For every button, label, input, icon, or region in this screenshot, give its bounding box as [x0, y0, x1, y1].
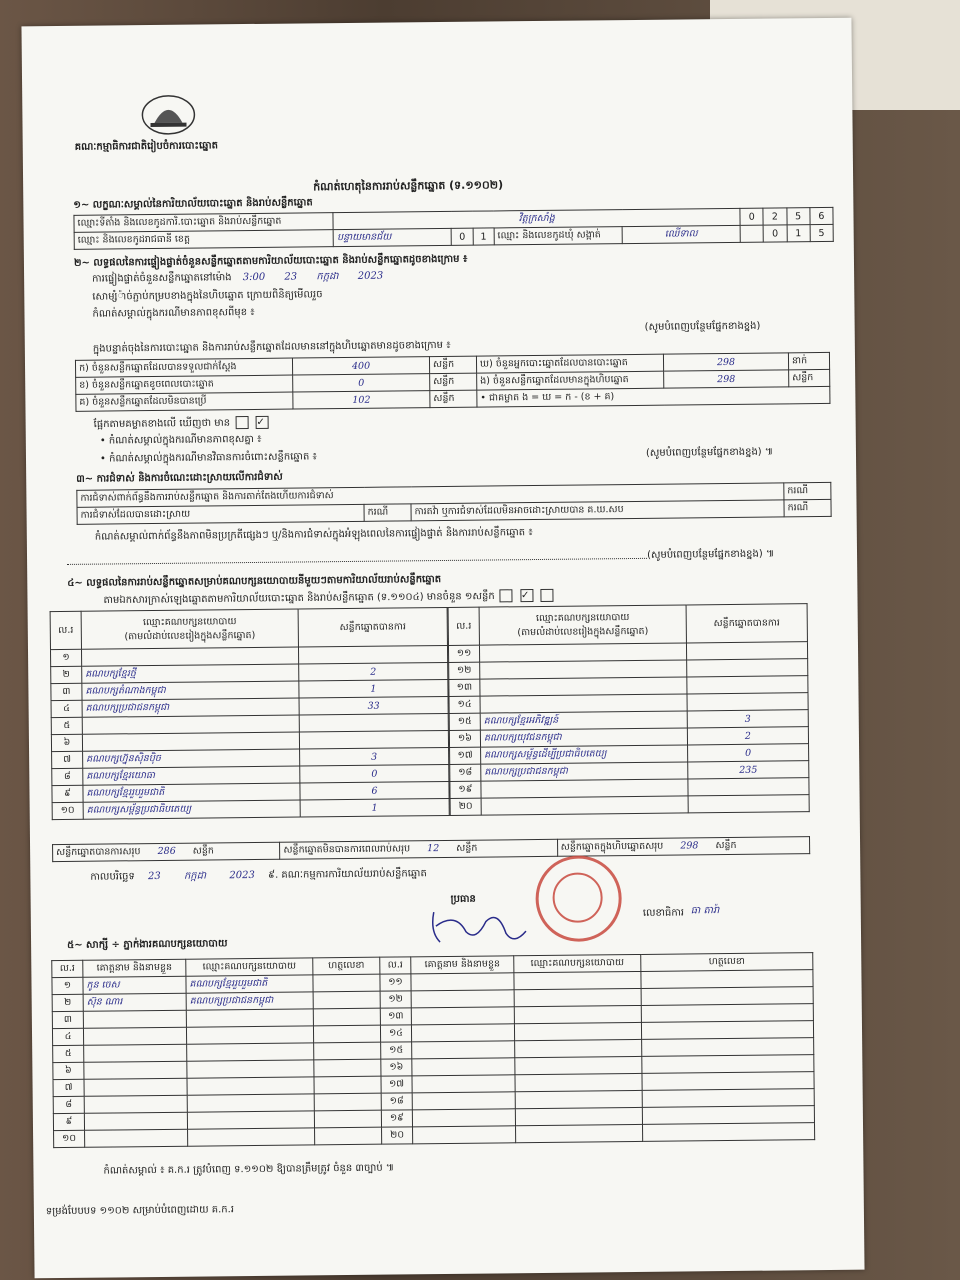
- row-number: ៤: [51, 700, 82, 717]
- witness-name: [412, 1041, 515, 1059]
- section2-title: ២~ លទ្ធផលនៃការផ្ទៀងផ្ទាត់ចំនួនសន្លឹកឆ្នោតតាមការិយាល័យបោះឆ្នោត និងរាប់សន្លឹកឆ្នោតដូចខាងក្រោម ៖: [73, 253, 468, 269]
- witness-signature: [313, 991, 380, 1009]
- election-form-sheet: [21, 18, 864, 1279]
- code-digit: 5: [786, 208, 809, 225]
- witness-signature: [313, 974, 380, 992]
- code-digit: 0: [452, 228, 473, 245]
- vote-count: 3: [687, 710, 808, 728]
- emblem-icon: [140, 93, 196, 138]
- section3-title: ៣~ ការជំទាស់ និងការចំណេះដោះស្រាយលើការជំទាស់: [76, 471, 283, 485]
- row-number: ៣: [51, 683, 82, 700]
- president-signature: [426, 901, 537, 952]
- vote-count: 3: [300, 747, 449, 766]
- dotted-line: [67, 558, 647, 565]
- checkbox-checked[interactable]: ✓: [520, 589, 533, 602]
- total-unit: សន្លឹក: [715, 839, 737, 852]
- witness-party: [514, 988, 641, 1006]
- count-unit: សន្លឹក: [430, 390, 477, 407]
- verify-day: 23: [284, 271, 298, 283]
- vote-count: 2: [687, 727, 808, 745]
- checkbox[interactable]: [235, 416, 248, 429]
- row-number: ១: [50, 649, 81, 666]
- party-name: [480, 660, 687, 679]
- witness-name: [83, 1027, 186, 1045]
- row-number: ១១: [380, 974, 411, 991]
- party-name: គណបក្សខ្មែររួបរួមជាតិ: [83, 783, 300, 802]
- witness-name: កូន ចេស: [83, 976, 186, 994]
- row-number: ៥: [51, 717, 82, 734]
- count-label: ក) ចំនួនសន្លឹកឆ្នោតដែលបានទទួលជាក់ស្តែង: [75, 358, 292, 377]
- count-unit: នាក់: [788, 352, 829, 369]
- row-number: ១៥: [449, 713, 480, 730]
- vote-count: [687, 659, 808, 677]
- count-value: 298: [664, 370, 789, 388]
- row-number: ១៦: [449, 730, 480, 747]
- date-day: 23: [147, 870, 161, 883]
- section1-title: ១~ លក្ខណៈសម្គាល់នៃការិយាល័យបោះឆ្នោត និងរាប់សន្លឹកឆ្នោត: [73, 197, 313, 211]
- row-number: ១: [52, 977, 83, 994]
- section4-title: ៤~ លទ្ធផលនៃការរាប់សន្លឹកឆ្នោតសម្រាប់គណបក្សនយោបាយនីមួយៗតាមការិយាល័យរាប់សន្លឹកឆ្នោត: [67, 574, 442, 589]
- date-month: កក្កដា: [183, 870, 207, 882]
- total-box: [557, 837, 810, 857]
- totals-row: [53, 837, 810, 862]
- party-name: គណបក្សខ្មែរយោធា: [83, 766, 300, 785]
- code-digit: 5: [810, 224, 833, 241]
- totals-table: [52, 836, 810, 862]
- commune-value: ឈើទាល: [622, 225, 740, 243]
- seal-line: សោម្សំ៉ាច់ភ្ជាប់កម្របខាងក្នុងនៃហិបឆ្នោត ក្រោយពិនិត្យមើលរួច: [92, 289, 323, 303]
- total-unit: សន្លឹក: [192, 845, 214, 857]
- witness-signature: [642, 1072, 814, 1091]
- vote-count: [688, 795, 809, 813]
- witness-party: [515, 1073, 642, 1091]
- row-number: ១៩: [381, 1110, 412, 1127]
- code-digit: 0: [740, 208, 763, 225]
- count-label: គ) ចំនួនសន្លឹកឆ្នោតដែលមិនបានប្រើ: [76, 392, 293, 411]
- row-number: ៧: [53, 1079, 84, 1096]
- witness-name: [413, 1126, 516, 1144]
- row-number: ១០: [52, 802, 83, 819]
- witness-name: [83, 1010, 186, 1028]
- fill-back-note: (សូមបំពេញបន្ថែមផ្នែកខាងខ្នង) ៕: [645, 446, 774, 459]
- row-number: ២០: [382, 1127, 413, 1144]
- party-header-label: ឈ្មោះគណបក្សនយោបាយ: [142, 615, 237, 628]
- col-party-header: ឈ្មោះគណបក្សនយោបាយ: [514, 954, 641, 972]
- col-party-header: ឈ្មោះគណបក្សនយោបាយ: [186, 958, 313, 976]
- witness-name: [84, 1044, 187, 1062]
- vote-count: [687, 676, 808, 694]
- witness-signature: [641, 1021, 813, 1040]
- witness-signature: [313, 1025, 380, 1043]
- vote-count: 1: [300, 798, 449, 817]
- row-number: ១២: [449, 662, 480, 679]
- party-name: គណបក្សសម្ព័ន្ធប្រជាធិបតេយ្យ: [83, 800, 300, 819]
- witness-signature: [315, 1127, 382, 1145]
- col-sign-header: ហត្ថលេខា: [641, 953, 813, 972]
- row-number: ៩: [52, 785, 83, 802]
- party-header-sub: (តាមលំដាប់លេខរៀងក្នុងសន្លឹកឆ្នោត): [124, 629, 256, 642]
- party-header-label: ឈ្មោះគណបក្សនយោបាយ: [535, 611, 630, 624]
- ballot-sheets-label: តាមឯកសារក្រាស់ឡេងឆ្នោតតាមការិយាល័យបោះឆ្នោត និងរាប់សន្លឹកឆ្នោត (ទ.១១០៤) មានចំនួន ១សន្លឹក: [103, 590, 495, 607]
- witness-name: [84, 1112, 187, 1130]
- witness-name: [411, 990, 514, 1008]
- count-value: 400: [292, 357, 429, 375]
- vote-count: [688, 778, 809, 796]
- witness-name: [412, 1092, 515, 1110]
- row-number: ១៤: [380, 1025, 411, 1042]
- verify-time-line: [92, 271, 391, 286]
- witness-party: គណបក្សខ្មែររួបរួមជាតិ: [186, 975, 313, 993]
- row-number: ២: [51, 666, 82, 683]
- form-note: កំណត់សម្គាល់ ៖ គ.ក.រ ត្រូវបំពេញ ទ.១១០២ ឱ្យបានត្រឹមត្រូវ ចំនួន ៣ច្បាប់ ៕: [103, 1162, 395, 1177]
- code-digit: 0: [763, 225, 786, 242]
- witness-signature: [642, 1106, 814, 1125]
- date-year: 2023: [229, 869, 255, 882]
- row-number: ១៨: [381, 1093, 412, 1110]
- vote-count: 33: [299, 696, 448, 715]
- witness-name: [411, 1024, 514, 1042]
- count-unit: សន្លឹក: [429, 356, 476, 373]
- count-value: 0: [293, 374, 430, 392]
- witness-signature: [314, 1076, 381, 1094]
- complaint-unit: ករណី: [364, 504, 411, 521]
- witness-signature: [313, 1008, 380, 1026]
- vote-count: [686, 642, 807, 660]
- witness-name: [84, 1061, 187, 1079]
- total-valid-label: សន្លឹកឆ្នោតបានការសរុប: [56, 846, 141, 859]
- count-unit: សន្លឹក: [430, 373, 477, 390]
- col-name-header: គោត្តនាម និងនាមខ្លួន: [411, 956, 514, 974]
- section1-table: [73, 207, 833, 250]
- party-name: [481, 779, 688, 798]
- col-votes-header: សន្លឹកឆ្នោតបានការ: [298, 607, 447, 647]
- witness-signature: [642, 1055, 814, 1074]
- total-invalid-label: សន្លឹកឆ្នោតមិនបានការពេលរាប់សរុប: [283, 843, 411, 856]
- witness-party: [515, 1107, 642, 1125]
- party-name: គណបក្សប្រជាជនកម្ពុជា: [481, 762, 688, 781]
- party-name: [479, 643, 686, 662]
- witness-party: [187, 1077, 314, 1095]
- witness-party: [515, 1039, 642, 1057]
- row-number: ៥: [53, 1045, 84, 1062]
- col-votes-header: សន្លឹកឆ្នោតបានការ: [686, 604, 807, 643]
- witness-signature: [314, 1110, 381, 1128]
- complaints-table: [76, 482, 831, 525]
- col-name-header: គោត្តនាម និងនាមខ្លួន: [83, 959, 186, 977]
- col-no-header: ល.រ: [448, 607, 479, 645]
- party-name: គណបក្សតំណាងកម្ពុជា: [82, 681, 299, 700]
- vote-count: [299, 730, 448, 749]
- count-label: ខ) ចំនួនសន្លឹកឆ្នោតខូចពេលបោះឆ្នោត: [76, 375, 293, 394]
- results-table-right: [448, 603, 810, 816]
- witness-party: [187, 1111, 314, 1129]
- section5-title: ៥~ សាក្សី ÷ ភ្នាក់ងារគណបក្សនយោបាយ: [67, 938, 228, 951]
- president-label: ប្រធាន: [450, 893, 476, 905]
- total-unit: សន្លឹក: [456, 842, 478, 854]
- secretary-label: លេខាធិការ: [642, 907, 685, 919]
- ballot-count-table: [75, 352, 831, 412]
- witness-signature: [314, 1059, 381, 1077]
- date-line: [90, 868, 427, 884]
- row-number: ១៣: [449, 679, 480, 696]
- complaint-label: ការជំទាស់ពាក់ព័ន្ធនឹងការរាប់សន្លឹកឆ្នោត និងការតាក់តែងហើយការជំទាស់: [77, 483, 784, 507]
- party-name: [481, 796, 688, 815]
- witness-signature: [641, 1004, 813, 1023]
- witness-signature: [314, 1042, 381, 1060]
- row-number: ១៨: [450, 764, 481, 781]
- discrepancy-label: ផ្អែកតាមគម្លាតខាងលើ ឃើញថា មាន: [93, 417, 231, 431]
- party-header-sub: (តាមលំដាប់លេខរៀងក្នុងសន្លឹកឆ្នោត): [517, 625, 649, 638]
- party-name: គណបក្សប្រជាជនកម្ពុជា: [82, 698, 299, 717]
- col-no-header: ល.រ: [52, 960, 83, 977]
- total-box-value: 298: [680, 840, 699, 852]
- witness-party: [515, 1090, 642, 1108]
- row-number: ៦: [51, 734, 82, 751]
- row-number: ៣: [52, 1011, 83, 1028]
- count-value: 298: [663, 353, 788, 371]
- col-no-header: ល.រ: [380, 957, 411, 974]
- code-digit: 1: [473, 228, 494, 245]
- vote-count: 0: [300, 764, 449, 783]
- witness-name: [84, 1095, 187, 1113]
- count-label: ឃ) ចំនួនអ្នកបោះឆ្នោតដែលបានបោះឆ្នោត: [476, 354, 663, 373]
- witness-name: [412, 1075, 515, 1093]
- vote-count: 1: [299, 679, 448, 698]
- row-number: ៨: [52, 768, 83, 785]
- witness-name: ស៊ុន ណារ: [83, 993, 186, 1011]
- row-number: ២: [52, 994, 83, 1011]
- verify-time: 3:00: [242, 271, 266, 284]
- verify-time-label: ការផ្ទៀងផ្ទាត់ចំនួនសន្លឹកឆ្នោតនៅម៉ោង: [92, 272, 232, 285]
- discrepancy-line: [94, 416, 271, 431]
- vote-count: 0: [688, 744, 809, 762]
- official-seal: [535, 855, 622, 942]
- row-number: ១៥: [381, 1042, 412, 1059]
- row-number: ១៤: [449, 696, 480, 713]
- difference-note-label: កំណត់សម្គាល់ក្នុងករណីមានភាពខុសពីមុខ ៖: [92, 306, 255, 320]
- form-title: កំណត់ហេតុនៃការរាប់សន្លឹកឆ្នោត (ទ.១១០២): [313, 178, 504, 194]
- vote-count: 235: [688, 761, 809, 779]
- witness-party: [186, 1009, 313, 1027]
- secretary-name: ធា តារ៉ា: [690, 905, 720, 917]
- form-footer: ទម្រង់បែបបទ ១១០២ សម្រាប់បំពេញដោយ គ.ក.រ: [45, 1204, 235, 1218]
- party-name: គណបក្សយុវជនកម្ពុជា: [480, 728, 687, 747]
- fill-back-note: (សូមបំពេញបន្ថែមផ្នែកខាងខ្នង): [644, 320, 761, 333]
- location-value: វិត្តក្រសាំង្គ: [333, 208, 740, 229]
- complaint-resolved-label: ការជំទាស់ដែលបានដោះស្រាយ: [77, 504, 364, 524]
- total-invalid-value: 12: [427, 843, 440, 855]
- witness-name: [84, 1078, 187, 1096]
- witness-party: [514, 1022, 641, 1040]
- total-valid: [53, 842, 281, 861]
- commune-label: ឈ្មោះ និងលេខកូដឃុំ សង្កាត់: [494, 227, 622, 245]
- count-unit: សន្លឹក: [789, 369, 830, 386]
- total-invalid: [280, 839, 557, 859]
- row-number: ១៦: [381, 1059, 412, 1076]
- row-number: ៩: [53, 1113, 84, 1130]
- complaint-unit: ករណី: [784, 499, 831, 516]
- party-name: គណបក្សសម្ព័ន្ធដើម្បីប្រជាធិបតេយ្យ: [481, 745, 688, 764]
- complaint-unresolved-label: ការតវ៉ា ឬការជំទាស់ដែលមិនអាចដោះស្រាយបាន គ.ឃ.សប: [411, 500, 784, 521]
- fill-back-note: (សូមបំពេញបន្ថែមផ្នែកខាងខ្នង) ៕: [646, 548, 775, 561]
- committee-label: ៩. គណៈកម្មការការិយាល័យរាប់សន្លឹកឆ្នោត: [267, 868, 427, 881]
- vote-count: 6: [300, 781, 449, 800]
- witness-name: [85, 1129, 188, 1147]
- row-number: ៦: [53, 1062, 84, 1079]
- checkbox-checked[interactable]: ✓: [255, 416, 268, 429]
- measure-note: • កំណត់សម្គាល់ក្នុងករណីមានវិធានការចំពោះសន្លឹកឆ្នោត ៖: [99, 451, 317, 465]
- results-table-left: [50, 607, 450, 820]
- party-name: [480, 677, 687, 696]
- date-label: កាលបរិច្ឆេទ: [90, 871, 135, 883]
- location-label: ឈ្មោះទីតាំង និងលេខកូដការិ.បោះឆ្នោត និងរាប់សន្លឹកឆ្នោត: [74, 213, 334, 233]
- witness-signature: [314, 1093, 381, 1111]
- witness-party: [187, 1060, 314, 1078]
- table-header: [50, 607, 447, 649]
- total-valid-value: 286: [157, 845, 176, 857]
- table-header: [448, 604, 807, 646]
- vote-count: 2: [299, 662, 448, 681]
- ballot-sheets-line: [103, 589, 555, 607]
- code-digit: 1: [787, 225, 810, 242]
- province-value: បន្ទាយមានជ័យ: [334, 228, 452, 246]
- witness-party: [515, 1056, 642, 1074]
- party-name: [480, 694, 687, 713]
- party-name: គណបក្សហ្វ៊ុនស៊ិនប៉ិច: [83, 749, 300, 768]
- row-number: ១៧: [450, 747, 481, 764]
- irregularity-note: កំណត់សម្គាល់ពាក់ព័ន្ធនឹងភាពមិនប្រក្រតីផ្សេងៗ ឬ/និងការជំទាស់ក្នុងអំឡុងពេលនៃការផ្ទៀងផ្ទាត់ និងការរាប់សន្លឹកឆ្នោត ៖: [94, 527, 533, 543]
- province-label: ឈ្មោះ និងលេខកូដរាជធានី ខេត្ត: [74, 230, 334, 250]
- witness-name: [412, 1109, 515, 1127]
- count-label: ង) ចំនួនសន្លឹកឆ្នោតដែលមានក្នុងហិបឆ្នោត: [477, 371, 664, 390]
- code-digit: [740, 225, 763, 242]
- row-number: ៧: [52, 751, 83, 768]
- row-number: ១៧: [381, 1076, 412, 1093]
- witness-party: [187, 1043, 314, 1061]
- witness-signature: [641, 970, 813, 989]
- checkbox[interactable]: [540, 589, 553, 602]
- party-name: គណបក្សខ្មែរអភិវឌ្ឍន៍: [480, 711, 687, 730]
- witness-signature: [642, 1038, 814, 1057]
- row-number: ១២: [380, 991, 411, 1008]
- total-box-label: សន្លឹកឆ្នោតក្នុងហិបឆ្នោតសរុប: [560, 840, 664, 853]
- witness-signature: [642, 1089, 814, 1108]
- col-party-header: [479, 605, 686, 645]
- vote-count: [687, 693, 808, 711]
- row-number: ២០: [450, 798, 481, 815]
- verify-month: កក្កដា: [316, 271, 339, 283]
- witness-name: [412, 1058, 515, 1076]
- row-number: ១១: [448, 645, 479, 662]
- witness-party: [187, 1094, 314, 1112]
- count-value: 102: [293, 391, 430, 409]
- result-row: [52, 798, 449, 819]
- row-number: ១៩: [450, 781, 481, 798]
- code-digit: 2: [763, 208, 786, 225]
- col-no-header: ល.រ: [50, 611, 81, 649]
- vote-count: [298, 645, 447, 664]
- verify-year: 2023: [357, 270, 384, 282]
- row-number: ១៣: [380, 1008, 411, 1025]
- complaint-unit: ករណី: [784, 482, 831, 499]
- witness-party: [188, 1128, 315, 1146]
- witness-signature: [643, 1123, 815, 1142]
- result-row: [450, 795, 809, 816]
- row-number: ៨: [53, 1096, 84, 1113]
- vote-count: [299, 713, 448, 732]
- checkbox[interactable]: [500, 589, 513, 602]
- party-name: គណបក្សខ្មែរថ្មី: [82, 664, 299, 683]
- witness-party: [516, 1124, 643, 1142]
- col-party-header: [81, 609, 298, 649]
- witness-party: [514, 1005, 641, 1023]
- witness-party: [186, 1026, 313, 1044]
- row-number: ១០: [54, 1130, 85, 1147]
- code-digit: 6: [810, 207, 833, 224]
- organization-name: គណៈកម្មាធិការជាតិរៀបចំការបោះឆ្នោត: [74, 140, 219, 153]
- ballot-count-intro: ក្នុងបន្ទាត់ចុងនៃការបោះឆ្នោត និងការរាប់សន្លឹកឆ្នោតដែលមាននៅក្នុងហិបឆ្នោតមានដូចខាងក្រោម ៖: [92, 339, 451, 355]
- col-sign-header: ហត្ថលេខា: [313, 957, 380, 975]
- witness-party: [514, 971, 641, 989]
- witness-party: គណបក្សប្រជាជនកម្ពុជា: [186, 992, 313, 1010]
- witness-name: [411, 973, 514, 991]
- witness-name: [411, 1007, 514, 1025]
- row-number: ៤: [52, 1028, 83, 1045]
- witness-signature: [641, 987, 813, 1006]
- witness-table: [51, 952, 815, 1148]
- difference-note: • កំណត់សម្គាល់ក្នុងករណីមានភាពខុសគ្នា ៖: [99, 433, 262, 447]
- formula-label: • ជាគម្លាត ង = ឃ = ក - (ខ + គ): [477, 386, 830, 407]
